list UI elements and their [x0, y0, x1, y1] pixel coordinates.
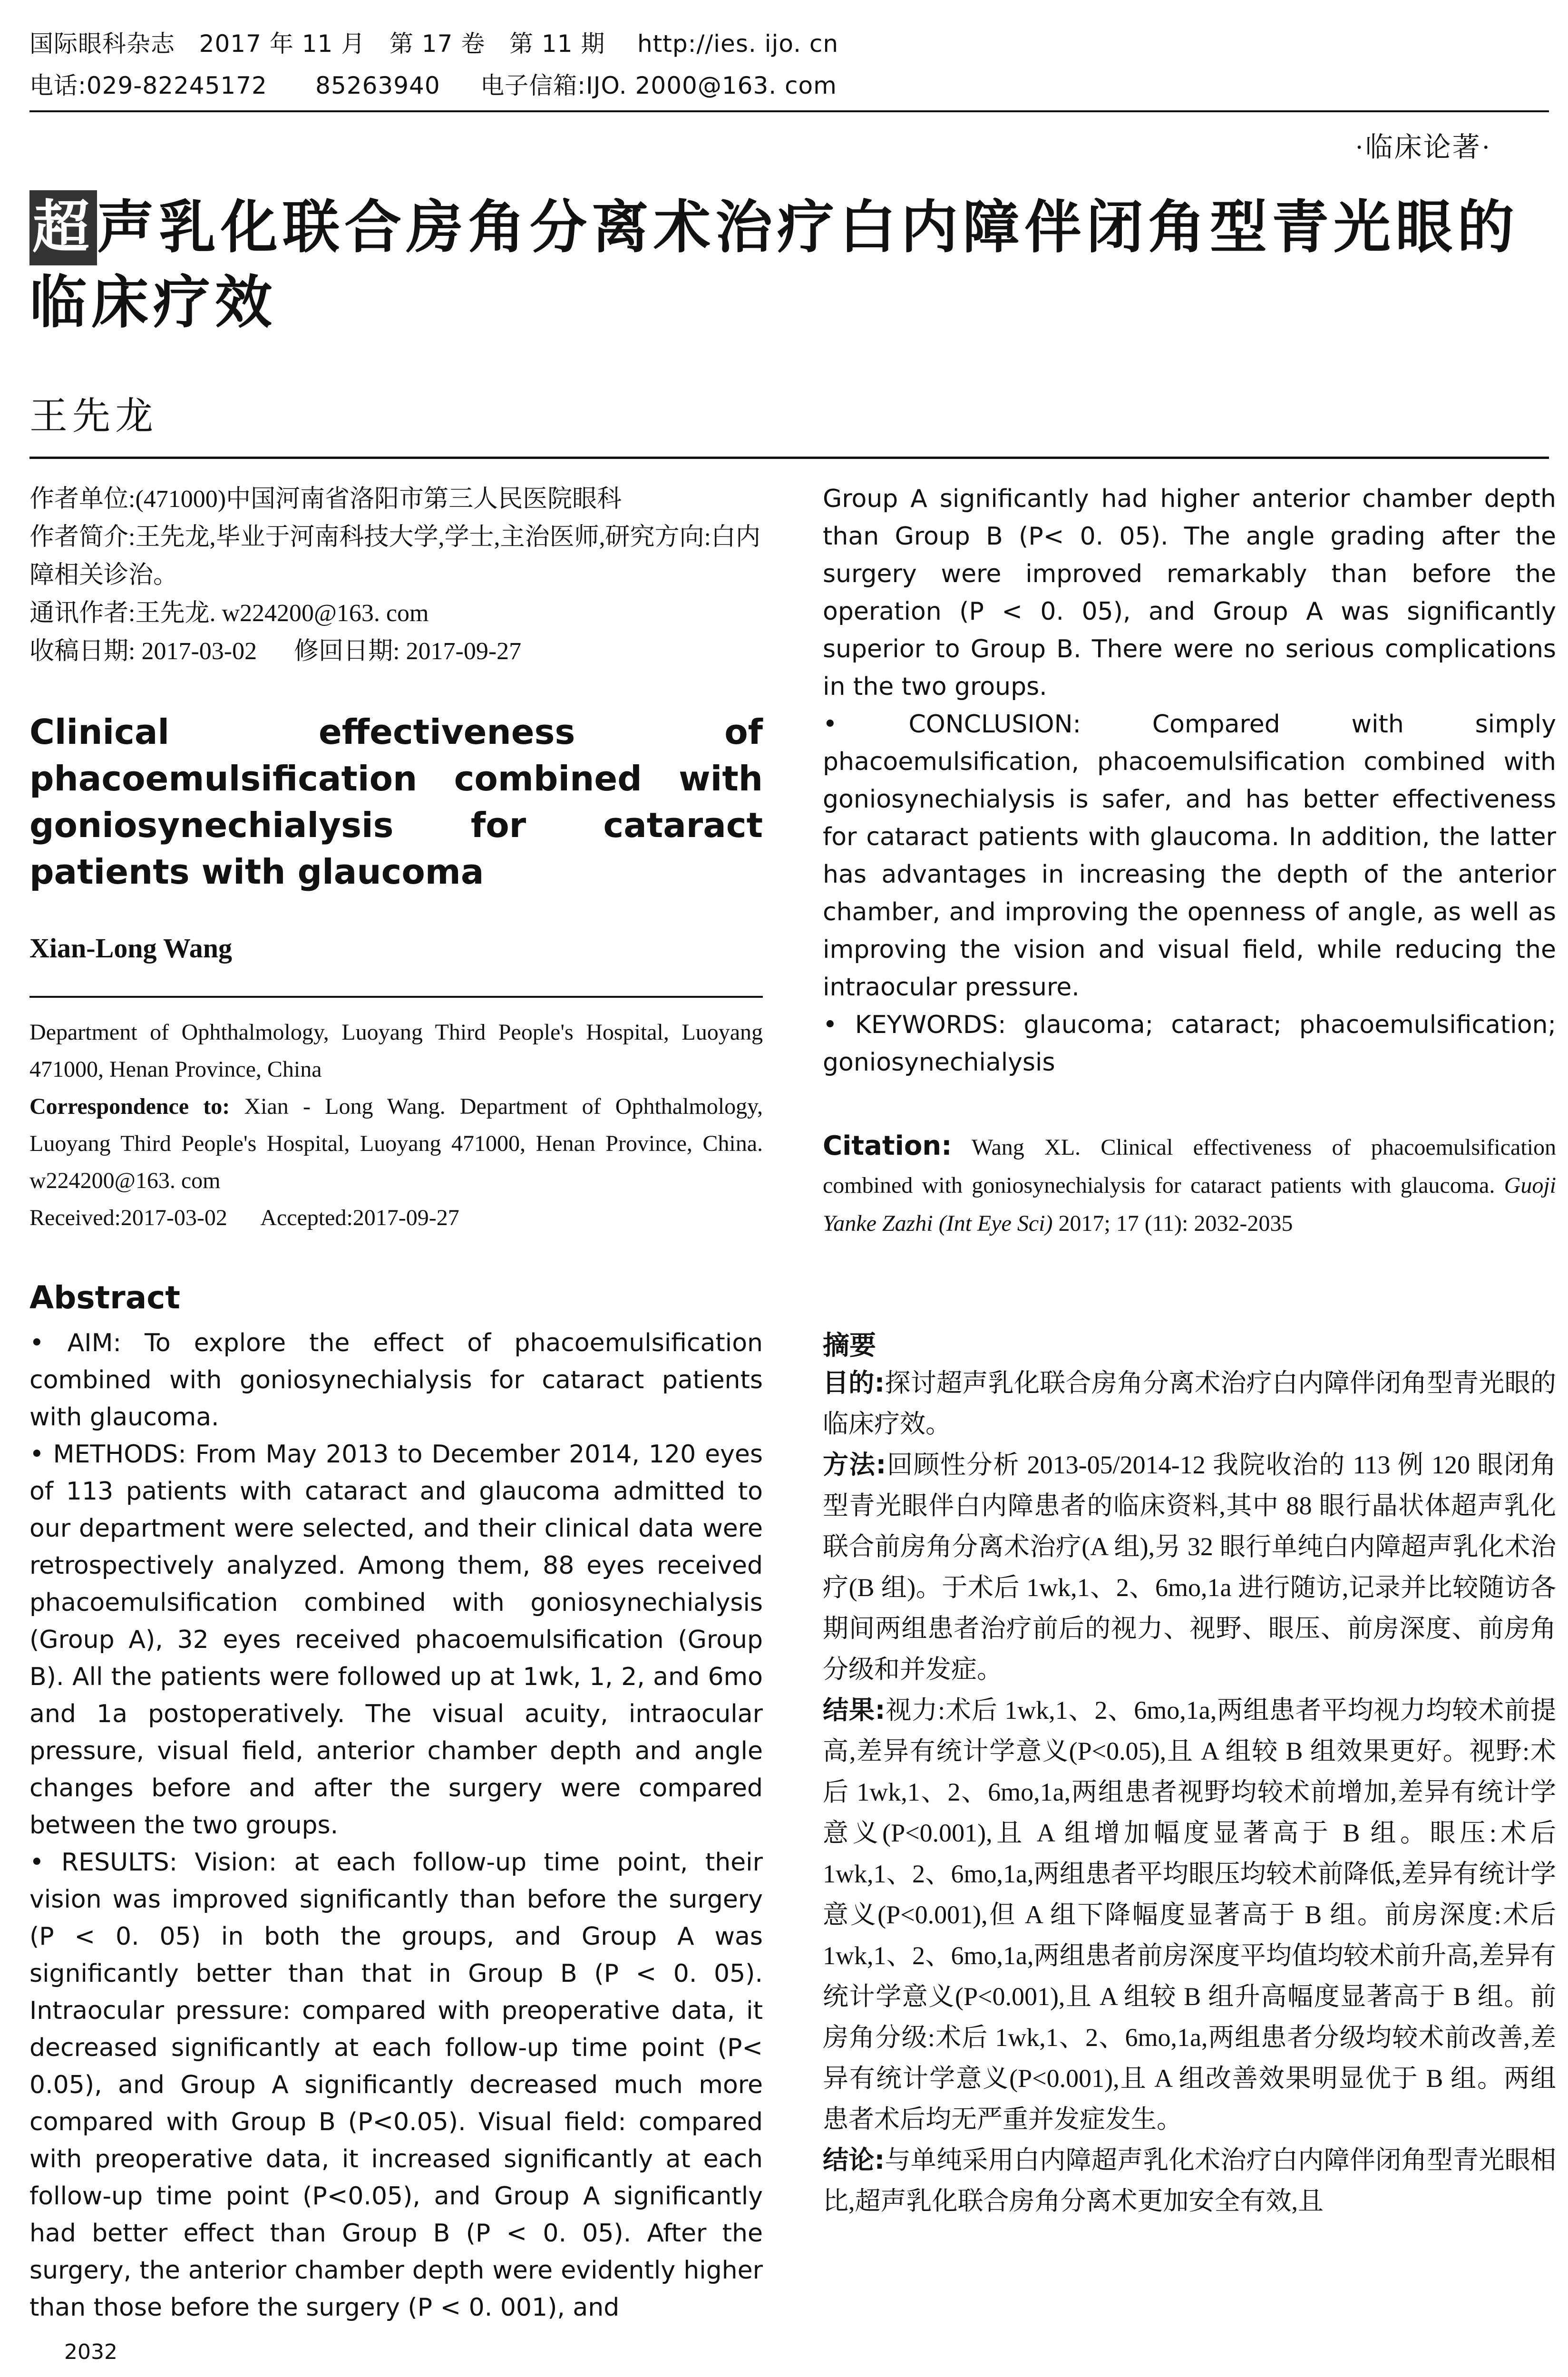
running-header-line2: 电话:029-82245172 85263940 电子信箱:IJO. 2000@163. com: [29, 72, 837, 99]
abstract-keywords: • KEYWORDS: glaucoma; cataract; phacoemulsification; goniosynechialysis: [823, 1011, 1556, 1077]
zh-aim-text: 探讨超声乳化联合房角分离术治疗白内障伴闭角型青光眼的临床疗效。: [823, 1369, 1556, 1438]
author-unit: 作者单位:(471000)中国河南省洛阳市第三人民医院眼科: [29, 486, 622, 513]
correspondence: [29, 1088, 763, 1199]
abstract-aim: • AIM: To explore the effect of phacoemulsification combined with goniosynechialysis for cataract patients with glaucoma.: [29, 1329, 763, 1432]
author-info: [29, 480, 763, 671]
zh-methods: [823, 1444, 1556, 1690]
article-title: [29, 190, 1547, 341]
zh-conclusion-label: 结论:: [823, 2145, 885, 2175]
corresponding-author: 通讯作者:王先龙. w224200@163. com: [29, 600, 429, 627]
citation: [823, 1127, 1556, 1243]
header-rule: [29, 110, 1549, 112]
zh-conclusion-text: 与单纯采用白内障超声乳化术治疗白内障伴闭角型青光眼相比,超声乳化联合房角分离术更加安全有效,且: [823, 2146, 1556, 2215]
citation-journal: Guoji Yanke Zazhi (Int Eye Sci): [823, 1173, 1556, 1236]
title-first-char: 超: [29, 190, 97, 265]
abstract-conclusion: • CONCLUSION: Compared with simply phacoemulsification, phacoemulsification combined with goniosynechialysis is safer, and has better effectiveness for cataract patients with glaucoma. In addition, the latter has advantages in increasing the depth of the anterior chamber, and improving the openness of angle, as well as improving the vision and visual field, while reducing the intraocular pressure.: [823, 710, 1556, 1002]
zh-conclusion: [823, 2140, 1556, 2221]
author-cn: 王先龙: [29, 396, 158, 438]
zh-results: [823, 1690, 1556, 2140]
zh-aim-label: 目的:: [823, 1368, 885, 1398]
title-rest: 声乳化联合房角分离术治疗白内障伴闭角型青光眼的临床疗效: [29, 195, 1519, 336]
english-author: Xian-Long Wang: [29, 933, 233, 964]
citation-label: Citation:: [823, 1130, 952, 1161]
zh-methods-text: 回顾性分析 2013-05/2014-12 我院收治的 113 例 120 眼闭角型青光眼伴白内障患者的临床资料,其中 88 眼行晶状体超声乳化联合前房角分离术治疗(A 组),另 32 眼行单纯白内障超声乳化术治疗(B 组)。于术后 1wk,1、2、6mo,1a 进行随访,记录并比较随访各期间两组患者治疗前后的视力、视野、眼压、前房深度、前房角分级和并发症。: [823, 1451, 1556, 1684]
affiliation-block: [29, 1014, 763, 1237]
page-number: 2032: [64, 2340, 117, 2364]
correspondence-text: Xian - Long Wang. Department of Ophthalmology, Luoyang Third People's Hospital, Luoyang 471000, Henan Province, China. w224200@163. com: [29, 1094, 763, 1193]
abstract-results-left: • RESULTS: Vision: at each follow-up time point, their vision was improved significantly than before the surgery (P < 0. 05) in both the groups, and Group A was significantly better than that in Group B (P < 0. 05). Intraocular pressure: compared with preoperative data, it decreased significantly at each follow-up time point (P< 0.05), and Group A significantly decreased much more compared with Group B (P<0.05). Visual field: compared with preoperative data, it increased significantly at each follow-up time point (P<0.05), and Group A significantly had better effect than Group B (P < 0. 05). After the surgery, the anterior chamber depth were evidently higher than those before the surgery (P < 0. 001), and: [29, 1848, 763, 2322]
section-label: ·临床论著·: [1354, 132, 1492, 163]
abstract-methods: • METHODS: From May 2013 to December 2014, 120 eyes of 113 patients with cataract and glaucoma admitted to our department were selected, and their clinical data were retrospectively analyzed. Among them, 88 eyes received phacoemulsification combined with goniosynechialysis (Group A), 32 eyes received phacoemulsification (Group B). All the patients were followed up at 1wk, 1, 2, and 6mo and 1a postoperatively. The visual acuity, intraocular pressure, visual field, anterior chamber depth and angle changes before and after the surgery were compared between the two groups.: [29, 1440, 763, 1840]
abstract-body-left: [29, 1325, 763, 2326]
zh-aim: [823, 1363, 1556, 1444]
zh-results-text: 视力:术后 1wk,1、2、6mo,1a,两组患者平均视力均较术前提高,差异有统计学意义(P<0.05),且 A 组较 B 组效果更好。视野:术后 1wk,1、2、6mo,1a,两组患者视野均较术前增加,差异有统计学意义(P<0.001),且 A 组增加幅度显著高于 B 组。眼压:术后 1wk,1、2、6mo,1a,两组患者平均眼压均较术前降低,差异有统计学意义(P<0.001),但 A 组下降幅度显著高于 B 组。前房深度:术后 1wk,1、2、6mo,1a,两组患者前房深度平均值均较术前升高,差异有统计学意义(P<0.001),且 A 组较 B 组升高幅度显著高于 B 组。前房角分级:术后 1wk,1、2、6mo,1a,两组患者分级均较术前改善,差异有统计学意义(P<0.001),且 A 组改善效果明显优于 B 组。两组患者术后均无严重并发症发生。: [823, 1696, 1557, 2133]
english-title: Clinical effectiveness of phacoemulsification combined with goniosynechialysis for cataract patients with glaucoma: [29, 712, 763, 892]
title-rule: [29, 457, 1549, 459]
abstract-results-right: Group A significantly had higher anterior chamber depth than Group B (P< 0. 05). The angle grading after the surgery were improved remarkably than before the operation (P < 0. 05), and Group A was significantly superior to Group B. There were no serious complications in the two groups.: [823, 485, 1556, 701]
author-bio: 作者简介:王先龙,毕业于河南科技大学,学士,主治医师,研究方向:白内障相关诊治。: [29, 524, 760, 589]
zh-abstract-heading: 摘要: [823, 1330, 876, 1361]
abstract-heading: Abstract: [29, 1279, 180, 1316]
received-accepted: Received:2017-03-02 Accepted:2017-09-27: [29, 1205, 459, 1230]
running-header-line1: 国际眼科杂志 2017 年 11 月 第 17 卷 第 11 期 http://ies. ijo. cn: [29, 30, 839, 58]
dates: 收稿日期: 2017-03-02 修回日期: 2017-09-27: [29, 638, 522, 665]
zh-methods-label: 方法:: [823, 1450, 886, 1480]
zh-results-label: 结果:: [823, 1695, 886, 1725]
citation-tail: 2017; 17 (11): 2032-2035: [1052, 1211, 1293, 1236]
affiliation-rule: [29, 996, 763, 998]
affiliation-dept: Department of Ophthalmology, Luoyang Third People's Hospital, Luoyang 471000, Henan Province, China: [29, 1020, 763, 1082]
correspondence-label: Correspondence to:: [29, 1094, 230, 1119]
abstract-body-right: [823, 480, 1556, 1081]
citation-text: Wang XL. Clinical effectiveness of phacoemulsification combined with goniosynechialysis for cataract patients with glaucoma.: [823, 1135, 1556, 1198]
zh-abstract-body: [823, 1363, 1556, 2221]
